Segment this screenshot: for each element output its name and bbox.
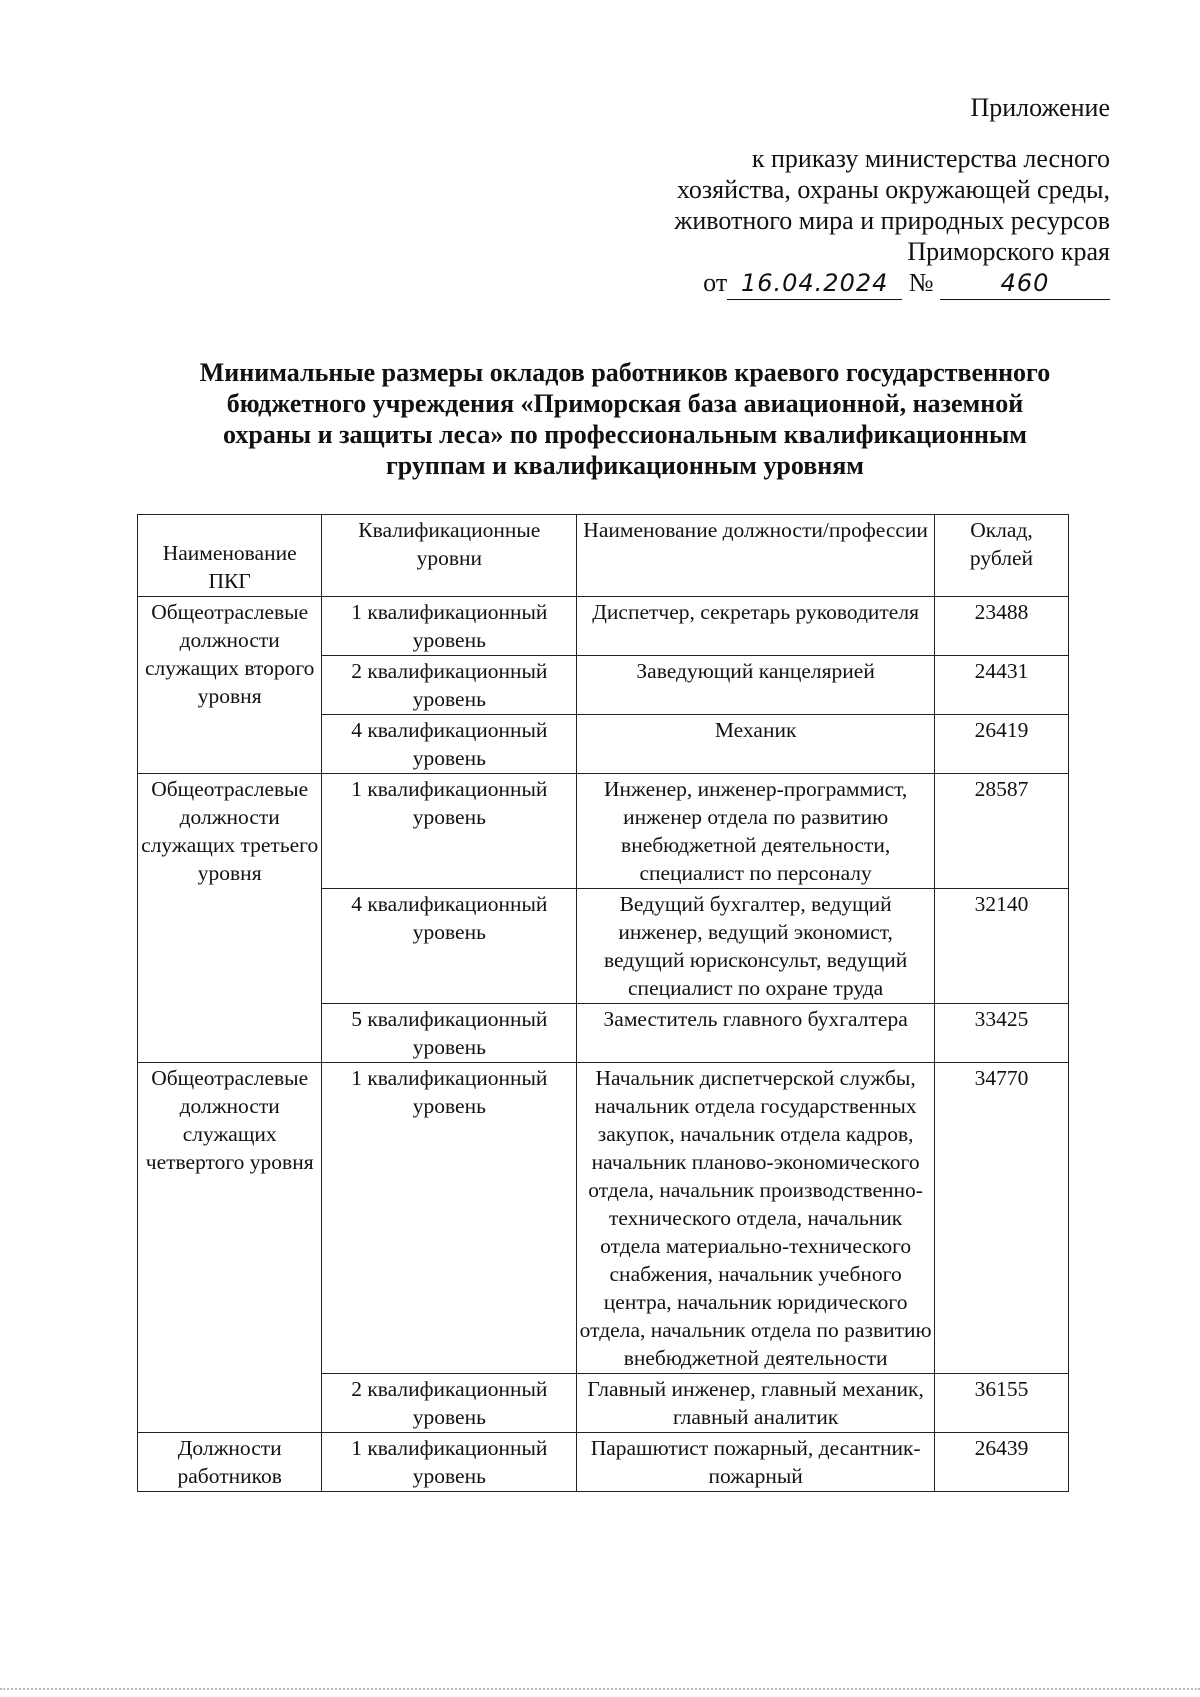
pkg-name: Общеотраслевые должности служащих третьего уровня <box>138 774 322 1063</box>
level-cell: 1 квалификационный уровень <box>322 774 577 889</box>
header-levels: Квалификационные уровни <box>322 515 577 597</box>
salary-table <box>137 514 1069 1492</box>
level-cell: 2 квалификационный уровень <box>322 656 577 715</box>
order-date: 16.04.2024 <box>727 268 902 300</box>
title-line: Минимальные размеры окладов работников краевого государственного <box>199 358 1051 387</box>
table-row <box>138 1433 1069 1492</box>
salary-cell: 26419 <box>934 715 1068 774</box>
pkg-name: Общеотраслевые должности служащих четвертого уровня <box>138 1063 322 1433</box>
positions-cell: Механик <box>577 715 935 774</box>
header-salary: Оклад, рублей <box>934 515 1068 597</box>
level-cell: 5 квалификационный уровень <box>322 1004 577 1063</box>
positions-cell: Заместитель главного бухгалтера <box>577 1004 935 1063</box>
salary-cell: 32140 <box>934 889 1068 1004</box>
table-row <box>138 597 1069 656</box>
table-row <box>138 774 1069 889</box>
positions-cell: Заведующий канцелярией <box>577 656 935 715</box>
level-cell: 4 квалификационный уровень <box>322 715 577 774</box>
appendix-line: хозяйства, охраны окружающей среды, <box>676 175 1110 204</box>
salary-cell: 36155 <box>934 1374 1068 1433</box>
positions-cell: Инженер, инженер-программист, инженер отдела по развитию внебюджетной деятельности, специалист по персоналу <box>577 774 935 889</box>
header-positions: Наименование должности/профессии <box>577 515 935 597</box>
positions-cell: Ведущий бухгалтер, ведущий инженер, ведущий экономист, ведущий юрисконсульт, ведущий специалист по охране труда <box>577 889 935 1004</box>
header-pkg: Наименование ПКГ <box>138 515 322 597</box>
title-line: бюджетного учреждения «Приморская база авиационной, наземной <box>226 389 1024 418</box>
document-title <box>90 357 1160 481</box>
salary-cell: 24431 <box>934 656 1068 715</box>
scan-edge-divider <box>0 1688 1200 1690</box>
salary-cell: 26439 <box>934 1433 1068 1492</box>
from-prefix: от <box>703 268 728 297</box>
salary-cell: 28587 <box>934 774 1068 889</box>
pkg-name: Должности работников <box>138 1433 322 1492</box>
table-header-row <box>138 515 1069 597</box>
pkg-name: Общеотраслевые должности служащих второго уровня <box>138 597 322 774</box>
positions-cell: Диспетчер, секретарь руководителя <box>577 597 935 656</box>
level-cell: 1 квалификационный уровень <box>322 1433 577 1492</box>
appendix-line: животного мира и природных ресурсов <box>674 206 1110 235</box>
appendix-line: Приморского края <box>907 237 1110 266</box>
table-row <box>138 1063 1069 1374</box>
level-cell: 4 квалификационный уровень <box>322 889 577 1004</box>
positions-cell: Парашютист пожарный, десантник-пожарный <box>577 1433 935 1492</box>
order-reference <box>674 267 1110 300</box>
salary-cell: 33425 <box>934 1004 1068 1063</box>
level-cell: 2 квалификационный уровень <box>322 1374 577 1433</box>
appendix-header <box>674 92 1110 300</box>
positions-cell: Главный инженер, главный механик, главный аналитик <box>577 1374 935 1433</box>
salary-cell: 34770 <box>934 1063 1068 1374</box>
positions-cell: Начальник диспетчерской службы, начальник отдела государственных закупок, начальник отдела кадров, начальник планово-экономического отдела, начальник производственно-технического отдела, начальник отдела материально-технического снабжения, начальник учебного центра, начальник юридического отдела, начальник отдела по развитию внебюджетной деятельности <box>577 1063 935 1374</box>
number-sign: № <box>908 268 934 297</box>
salary-cell: 23488 <box>934 597 1068 656</box>
appendix-line: к приказу министерства лесного <box>751 144 1110 173</box>
appendix-title: Приложение <box>970 93 1110 122</box>
title-line: группам и квалификационным уровням <box>386 451 864 480</box>
level-cell: 1 квалификационный уровень <box>322 1063 577 1374</box>
title-line: охраны и защиты леса» по профессиональным квалификационным <box>223 420 1027 449</box>
level-cell: 1 квалификационный уровень <box>322 597 577 656</box>
order-number: 460 <box>940 268 1110 300</box>
